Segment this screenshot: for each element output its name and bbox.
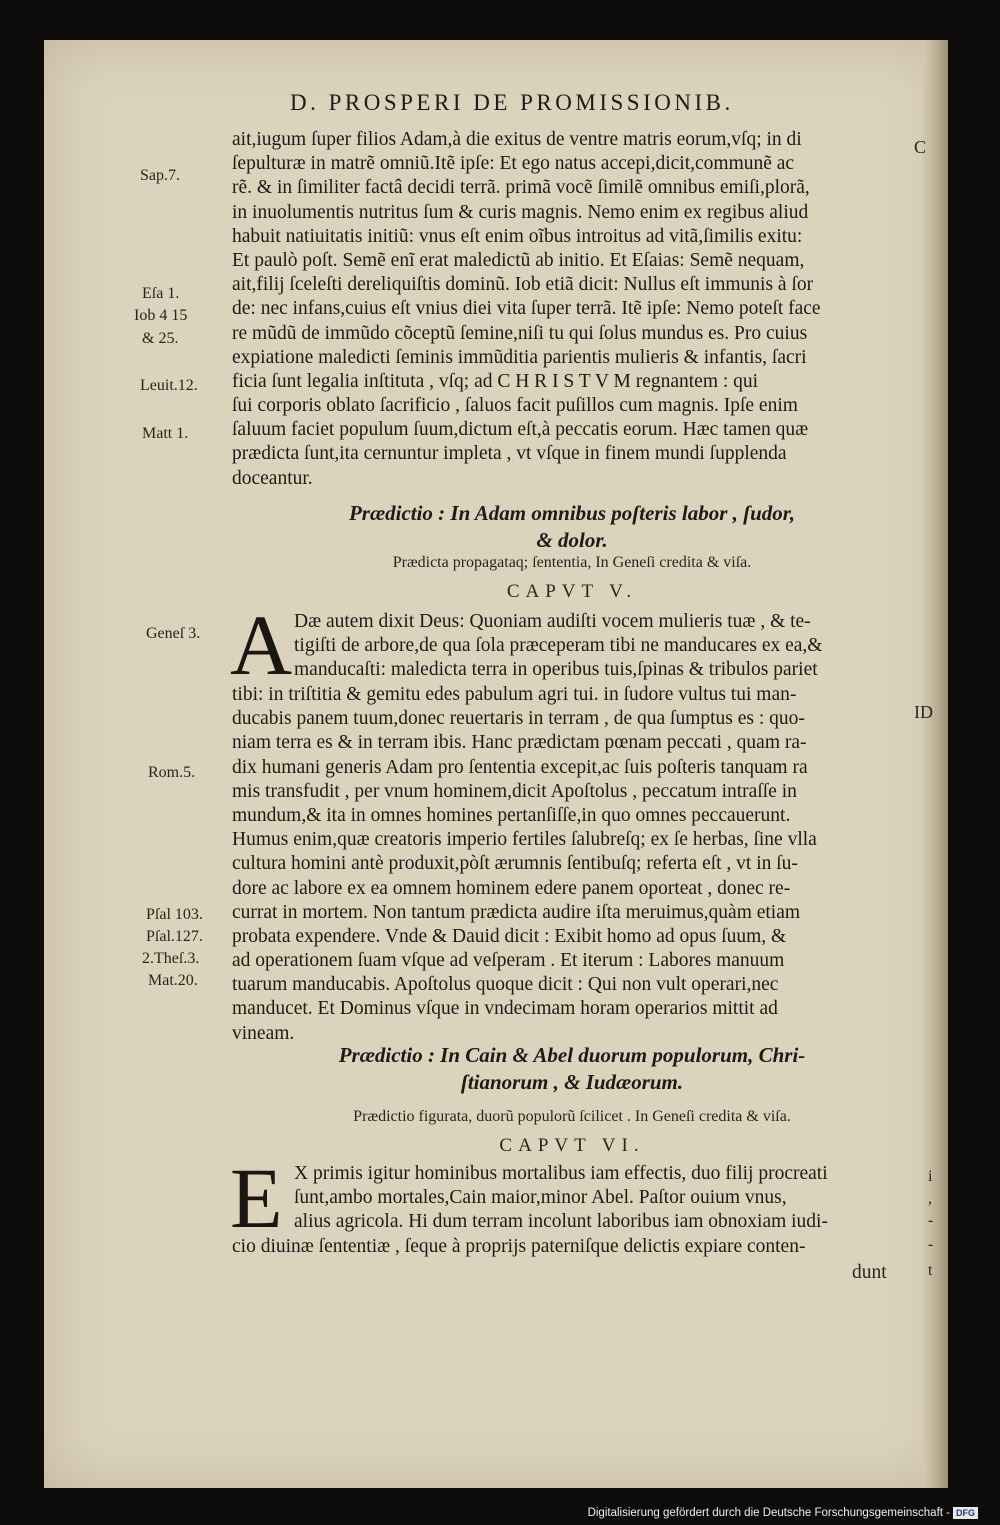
text-line: ait,iugum ſuper filios Adam,à die exitus de ventre matris eorum,vſq; in di [232, 129, 802, 150]
margin-note: 2.Theſ.3. [142, 950, 200, 967]
catchword: dunt [852, 1262, 887, 1283]
prediction-heading-1 [232, 500, 912, 554]
heading-line: & dolor. [536, 528, 608, 552]
footer-credit [588, 1507, 978, 1519]
margin-note: Eſa 1. [142, 285, 180, 302]
text-line: probata expendere. Vnde & Dauid dicit : Exibit homo ad opus ſuum, & [232, 925, 787, 947]
text-line: ficia ſunt legalia inſtituta , vſq; ad C H R I S T V M regnantem : qui [232, 370, 759, 392]
text-line: ſepulturæ in matrẽ omniũ.Itẽ ipſe: Et ego natus accepi,dicit,communẽ ac [232, 153, 795, 175]
text-line: cultura homini antè produxit,pòſt ærumnis ſentibuſq; referta eſt , vt in ſu- [232, 853, 798, 875]
text-line: ſui corporis oblato ſacrificio , ſaluos facit puſillos cum magnis. Ipſe enim [232, 395, 798, 417]
edge-mark: - [928, 1236, 934, 1253]
text-line: tuarum manducabis. Apoſtolus quoque dicit : Qui non vult operari,nec [232, 974, 779, 996]
footer-text: Digitalisierung gefördert durch die Deutsche Forschungsgemeinschaft - [587, 1507, 950, 1519]
text-line: mundum,& ita in omnes homines pertanſiſſe,in quo omnes peccauerunt. [232, 804, 791, 826]
text-line: ait,filij ſceleſti dereliquiſtis dominũ. Iob etiã dicit: Nullus eſt immunis à ſor [232, 274, 814, 296]
margin-note: Geneſ 3. [146, 625, 201, 642]
section3-text [232, 1235, 912, 1259]
edge-mark: - [928, 1212, 934, 1229]
section2-indented-lines [294, 610, 914, 683]
margin-note: Sap.7. [140, 167, 180, 184]
margin-letter-id: ID [914, 702, 933, 722]
text-line: Dæ autem dixit Deus: Quoniam audiſti vocem mulieris tuæ , & te- [294, 611, 811, 632]
text-line: expiatione maledicti ſeminis immũditia parientis mulieris & infantis, ſacri [232, 346, 807, 368]
text-line: prædicta ſunt,ita cernuntur impleta , vt vſque in finem mundi ſupplenda [232, 443, 787, 465]
text-line: ſunt,ambo mortales,Cain maior,minor Abel. Paſtor ouium vnus, [294, 1187, 787, 1209]
drop-cap-A: A [230, 597, 293, 693]
margin-note: Iob 4 15 [134, 307, 188, 324]
dfg-logo: DFG [953, 1507, 978, 1519]
margin-note: & 25. [142, 330, 179, 347]
text-line: niam terra es & in terram ibis. Hanc prædictam pœnam peccati , quam ra- [232, 732, 807, 754]
heading-line: ſtianorum , & Iudæorum. [460, 1070, 684, 1094]
text-line: tigiſti de arbore,de qua ſola præceperam tibi ne manducares ex ea,& [294, 635, 823, 657]
text-line: ſaluum faciet populum ſuum,dictum eſt,à peccatis eorum. Hæc tamen quæ [232, 419, 809, 441]
text-line: vineam. [232, 1022, 295, 1044]
text-line: tibi: in triſtitia & gemitu edes pabulum agri tui. in ſudore vultus tui man- [232, 684, 797, 705]
text-line: Et paulò poſt. Semẽ enĩ erat maledictũ ab initio. Et Eſaias: Semẽ nequam, [232, 249, 805, 271]
text-line: habuit natiuitatis initiũ: vnus eſt enim oĩbus introitus ad vitã,ſimilis exitu: [232, 225, 803, 247]
text-line: doceantur. [232, 467, 313, 489]
prediction-subheading-1: Prædicta propagataq; ſententia, In Geneſi credita & viſa. [392, 554, 752, 571]
edge-mark: i [928, 1168, 933, 1185]
margin-note: Pſal.127. [146, 928, 203, 945]
text-line: ducabis panem tuum,donec reuertaris in terram , de qua ſumptus es : quo- [232, 708, 805, 730]
margin-note: Matt 1. [142, 425, 189, 442]
text-line: manducaſti: maledicta terra in operibus tuis,ſpinas & tribulos pariet [294, 659, 818, 681]
text-line: dix humani generis Adam pro ſententia excepit,ac ſuis poſteris tanquam ra [232, 756, 808, 778]
heading-line: Prædictio : In Cain & Abel duorum populorum, Chri- [338, 1043, 806, 1067]
prediction-subheading-2: Prædictio figurata, duorũ populorũ ſcilicet . In Geneſi credita & viſa. [353, 1108, 791, 1125]
running-head: D. PROSPERI DE PROMISSIONIB. [290, 90, 734, 115]
text-line: ad operationem ſuam vſque ad veſperam . Et iterum : Labores manuum [232, 950, 785, 972]
page-spine-shadow [922, 40, 948, 1488]
heading-line: Prædictio : In Adam omnibus poſteris labor , ſudor, [348, 501, 796, 525]
chapter-title-5: CAPVT V. [506, 581, 638, 602]
text-line: mis transfudit , per vnum hominem,dicit Apoſtolus , peccatum intraſſe in [232, 780, 797, 802]
margin-letter-c: C [914, 137, 927, 157]
text-line: in inuolumentis nutritus ſum & curis magnis. Nemo enim ex regibus aliud [232, 201, 809, 223]
margin-note: Rom.5. [148, 764, 196, 781]
margin-note: Mat.20. [148, 972, 198, 989]
drop-cap-E: E [230, 1150, 283, 1246]
text-line: re mũdũ de immũdo cõceptũ ſemine,niſi tu qui ſolus mundus es. Pro cuius [232, 322, 808, 344]
margin-note: Leuit.12. [140, 377, 198, 394]
edge-mark: , [928, 1190, 932, 1207]
text-line: cio diuinæ ſententiæ , ſeque à proprijs paterniſque delictis expiare conten- [232, 1236, 806, 1257]
section3-indented-lines [294, 1162, 914, 1235]
book-page [44, 40, 948, 1488]
text-line: X primis igitur hominibus mortalibus iam effectis, duo filij procreati [294, 1163, 828, 1184]
section1-text [232, 128, 912, 491]
section2-text [232, 683, 912, 1046]
text-line: rẽ. & in ſimiliter factâ decidi terrã. primã vocẽ ſimilẽ omnibus emiſi,plorã, [232, 177, 810, 199]
edge-mark: t [928, 1262, 933, 1279]
prediction-heading-2 [232, 1042, 912, 1096]
margin-note: Pſal 103. [146, 906, 203, 923]
text-line: currat in mortem. Non tantum prædicta audire iſta meruimus,quàm etiam [232, 901, 801, 923]
text-line: alius agricola. Hi dum terram incolunt laboribus iam obnoxiam iudi- [294, 1211, 828, 1233]
text-line: manducet. Et Dominus vſque in vndecimam horam operarios mittit ad [232, 998, 778, 1020]
text-line: Humus enim,quæ creatoris imperio fertiles ſalubreſq; ex ſe herbas, ſine vlla [232, 829, 817, 851]
text-line: dore ac labore ex ea omnem hominem edere panem oporteat , donec re- [232, 877, 791, 899]
text-line: de: nec infans,cuius eſt vnius diei vita ſuper terrã. Itẽ ipſe: Nemo poteſt face [232, 298, 821, 320]
chapter-title-6: CAPVT VI. [499, 1135, 645, 1156]
